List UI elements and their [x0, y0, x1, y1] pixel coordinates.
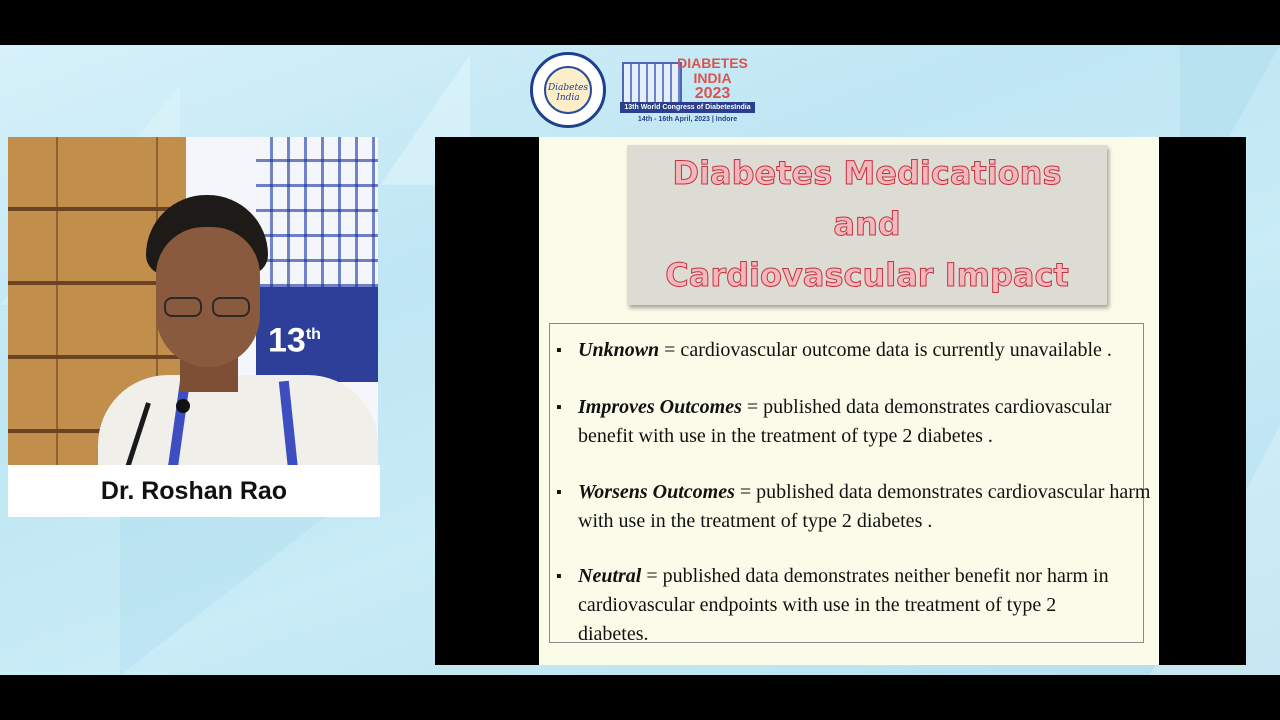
- event-backdrop: 13th: [186, 137, 378, 465]
- diabetes-india-2023-logo: DIABETES INDIA 2023 13th World Congress of DiabetesIndia 14th - 16th April, 2023 | Indore: [620, 52, 755, 130]
- slide-title: Diabetes Medications and Cardiovascular Impact: [627, 145, 1107, 305]
- diabetes-india-seal-logo: Diabetes India: [530, 52, 606, 128]
- list-item: ▪ Worsens Outcomes = published data demonstrates cardiovascular harm with use in the treatment of type 2 diabetes .: [578, 478, 1158, 536]
- glasses-icon: [160, 297, 256, 319]
- speaker-name: Dr. Roshan Rao: [8, 465, 380, 517]
- list-item: ▪ Unknown = cardiovascular outcome data is currently unavailable .: [578, 336, 1158, 365]
- presentation-slide: [539, 137, 1159, 665]
- list-item: ▪ Neutral = published data demonstrates neither benefit nor harm in cardiovascular endpoints with use in the treatment of type 2 diabetes.: [578, 562, 1118, 649]
- definitions-list: [549, 323, 1151, 645]
- speaker-video: [8, 137, 378, 465]
- broadcast-frame: [0, 45, 1280, 675]
- list-item: ▪ Improves Outcomes = published data demonstrates cardiovascular benefit with use in the treatment of type 2 diabetes .: [578, 393, 1158, 451]
